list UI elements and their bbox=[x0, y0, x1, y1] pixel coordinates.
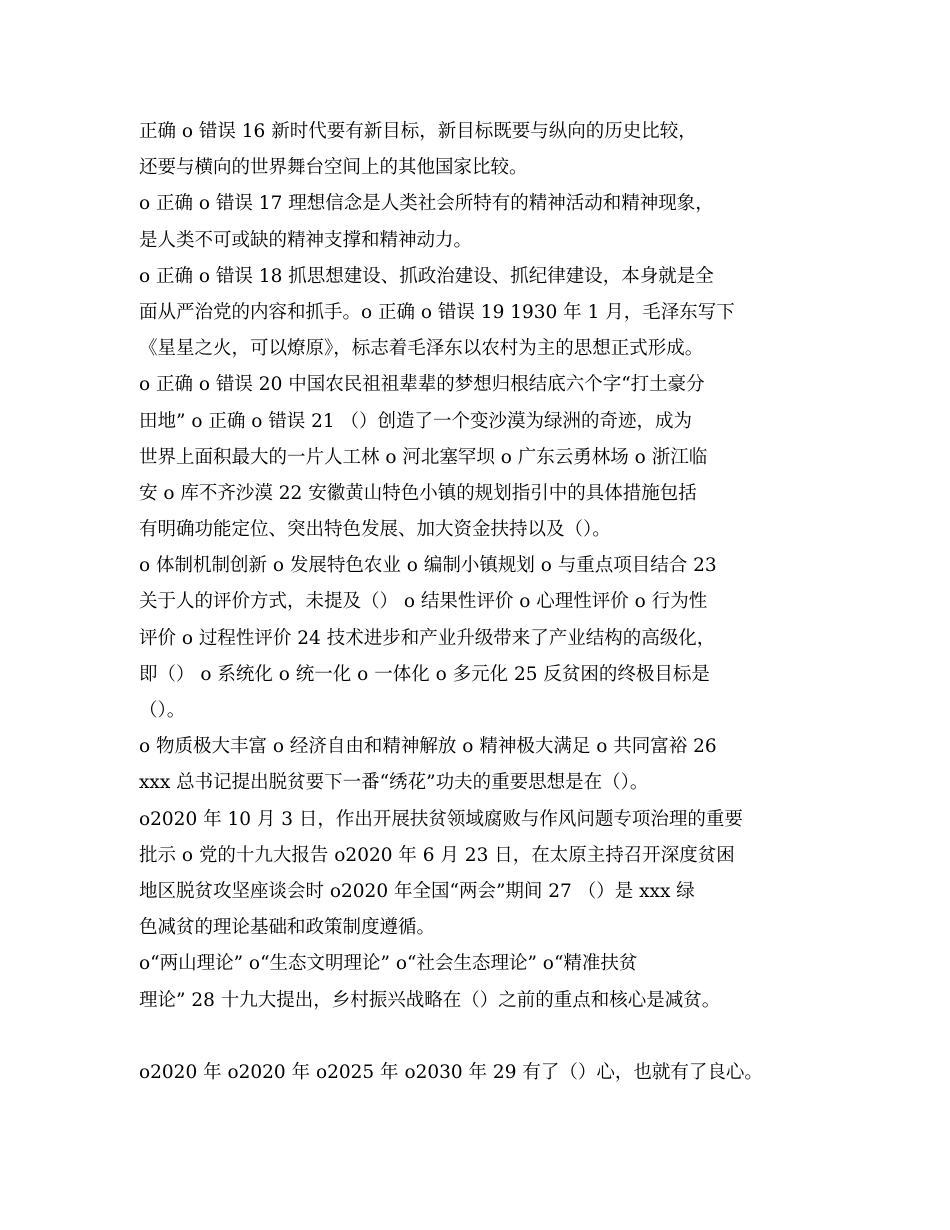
text-line: 面从严治党的内容和抓手。o 正确 o 错误 19 1930 年 1 月，毛泽东写下 bbox=[139, 301, 735, 323]
text-line: 世界上面积最大的一片人工林 o 河北塞罕坝 o 广东云勇林场 o 浙江临 bbox=[139, 446, 708, 468]
text-line: 理论” 28 十九大提出，乡村振兴战略在（）之前的重点和核心是减贫。 bbox=[139, 989, 721, 1011]
text-line: 关于人的评价方式，未提及（） o 结果性评价 o 心理性评价 o 行为性 bbox=[139, 591, 708, 613]
text-line: o 物质极大丰富 o 经济自由和精神解放 o 精神极大满足 o 共同富裕 26 bbox=[139, 736, 717, 758]
text-line: 色减贫的理论基础和政策制度遵循。 bbox=[139, 917, 436, 939]
text-line: 还要与横向的世界舞台空间上的其他国家比较。 bbox=[139, 157, 528, 179]
text-line: o“两山理论” o“生态文明理论” o“社会生态理论” o“精准扶贫 bbox=[139, 953, 638, 975]
text-line: （）。 bbox=[139, 700, 186, 721]
text-line: 地区脱贫攻坚座谈会时 o2020 年全国“两会”期间 27 （）是 xxx 绿 bbox=[139, 880, 695, 902]
text-line: xxx 总书记提出脱贫要下一番“绣花”功夫的重要思想是在（）。 bbox=[139, 772, 649, 794]
text-line: 有明确功能定位、突出特色发展、加大资金扶持以及（）。 bbox=[139, 519, 611, 541]
text-line: o 正确 o 错误 18 抓思想建设、抓政治建设、抓纪律建设，本身就是全 bbox=[139, 265, 714, 287]
document-body bbox=[139, 114, 819, 1091]
text-line: 正确 o 错误 16 新时代要有新目标，新目标既要与纵向的历史比较， bbox=[139, 121, 697, 142]
text-line: o2020 年 o2020 年 o2025 年 o2030 年 29 有了（）心，也就有了良心。 bbox=[139, 1061, 763, 1083]
text-line: 批示 o 党的十九大报告 o2020 年 6 月 23 日，在太原主持召开深度贫困 bbox=[139, 844, 735, 866]
text-line: 评价 o 过程性评价 24 技术进步和产业升级带来了产业结构的高级化， bbox=[139, 627, 716, 649]
text-line: 《星星之火，可以燎原》，标志着毛泽东以农村为主的思想正式形成。 bbox=[139, 338, 704, 360]
text-line: o 正确 o 错误 20 中国农民祖祖辈辈的梦想归根结底六个字“打土豪分 bbox=[139, 374, 705, 396]
text-line: 安 o 库不齐沙漠 22 安徽黄山特色小镇的规划指引中的具体措施包括 bbox=[139, 482, 697, 504]
text-line: o 正确 o 错误 17 理想信念是人类社会所特有的精神活动和精神现象， bbox=[139, 193, 714, 215]
text-line: 即（） o 系统化 o 统一化 o 一体化 o 多元化 25 反贫困的终极目标是 bbox=[139, 663, 710, 685]
text-line: 田地” o 正确 o 错误 21 （）创造了一个变沙漠为绿洲的奇迹，成为 bbox=[139, 410, 693, 432]
text-line: o2020 年 10 月 3 日，作出开展扶贫领域腐败与作风问题专项治理的重要 bbox=[139, 808, 743, 830]
text-line: 是人类不可或缺的精神支撑和精神动力。 bbox=[139, 229, 473, 251]
text-line: o 体制机制创新 o 发展特色农业 o 编制小镇规划 o 与重点项目结合 23 bbox=[139, 555, 717, 577]
